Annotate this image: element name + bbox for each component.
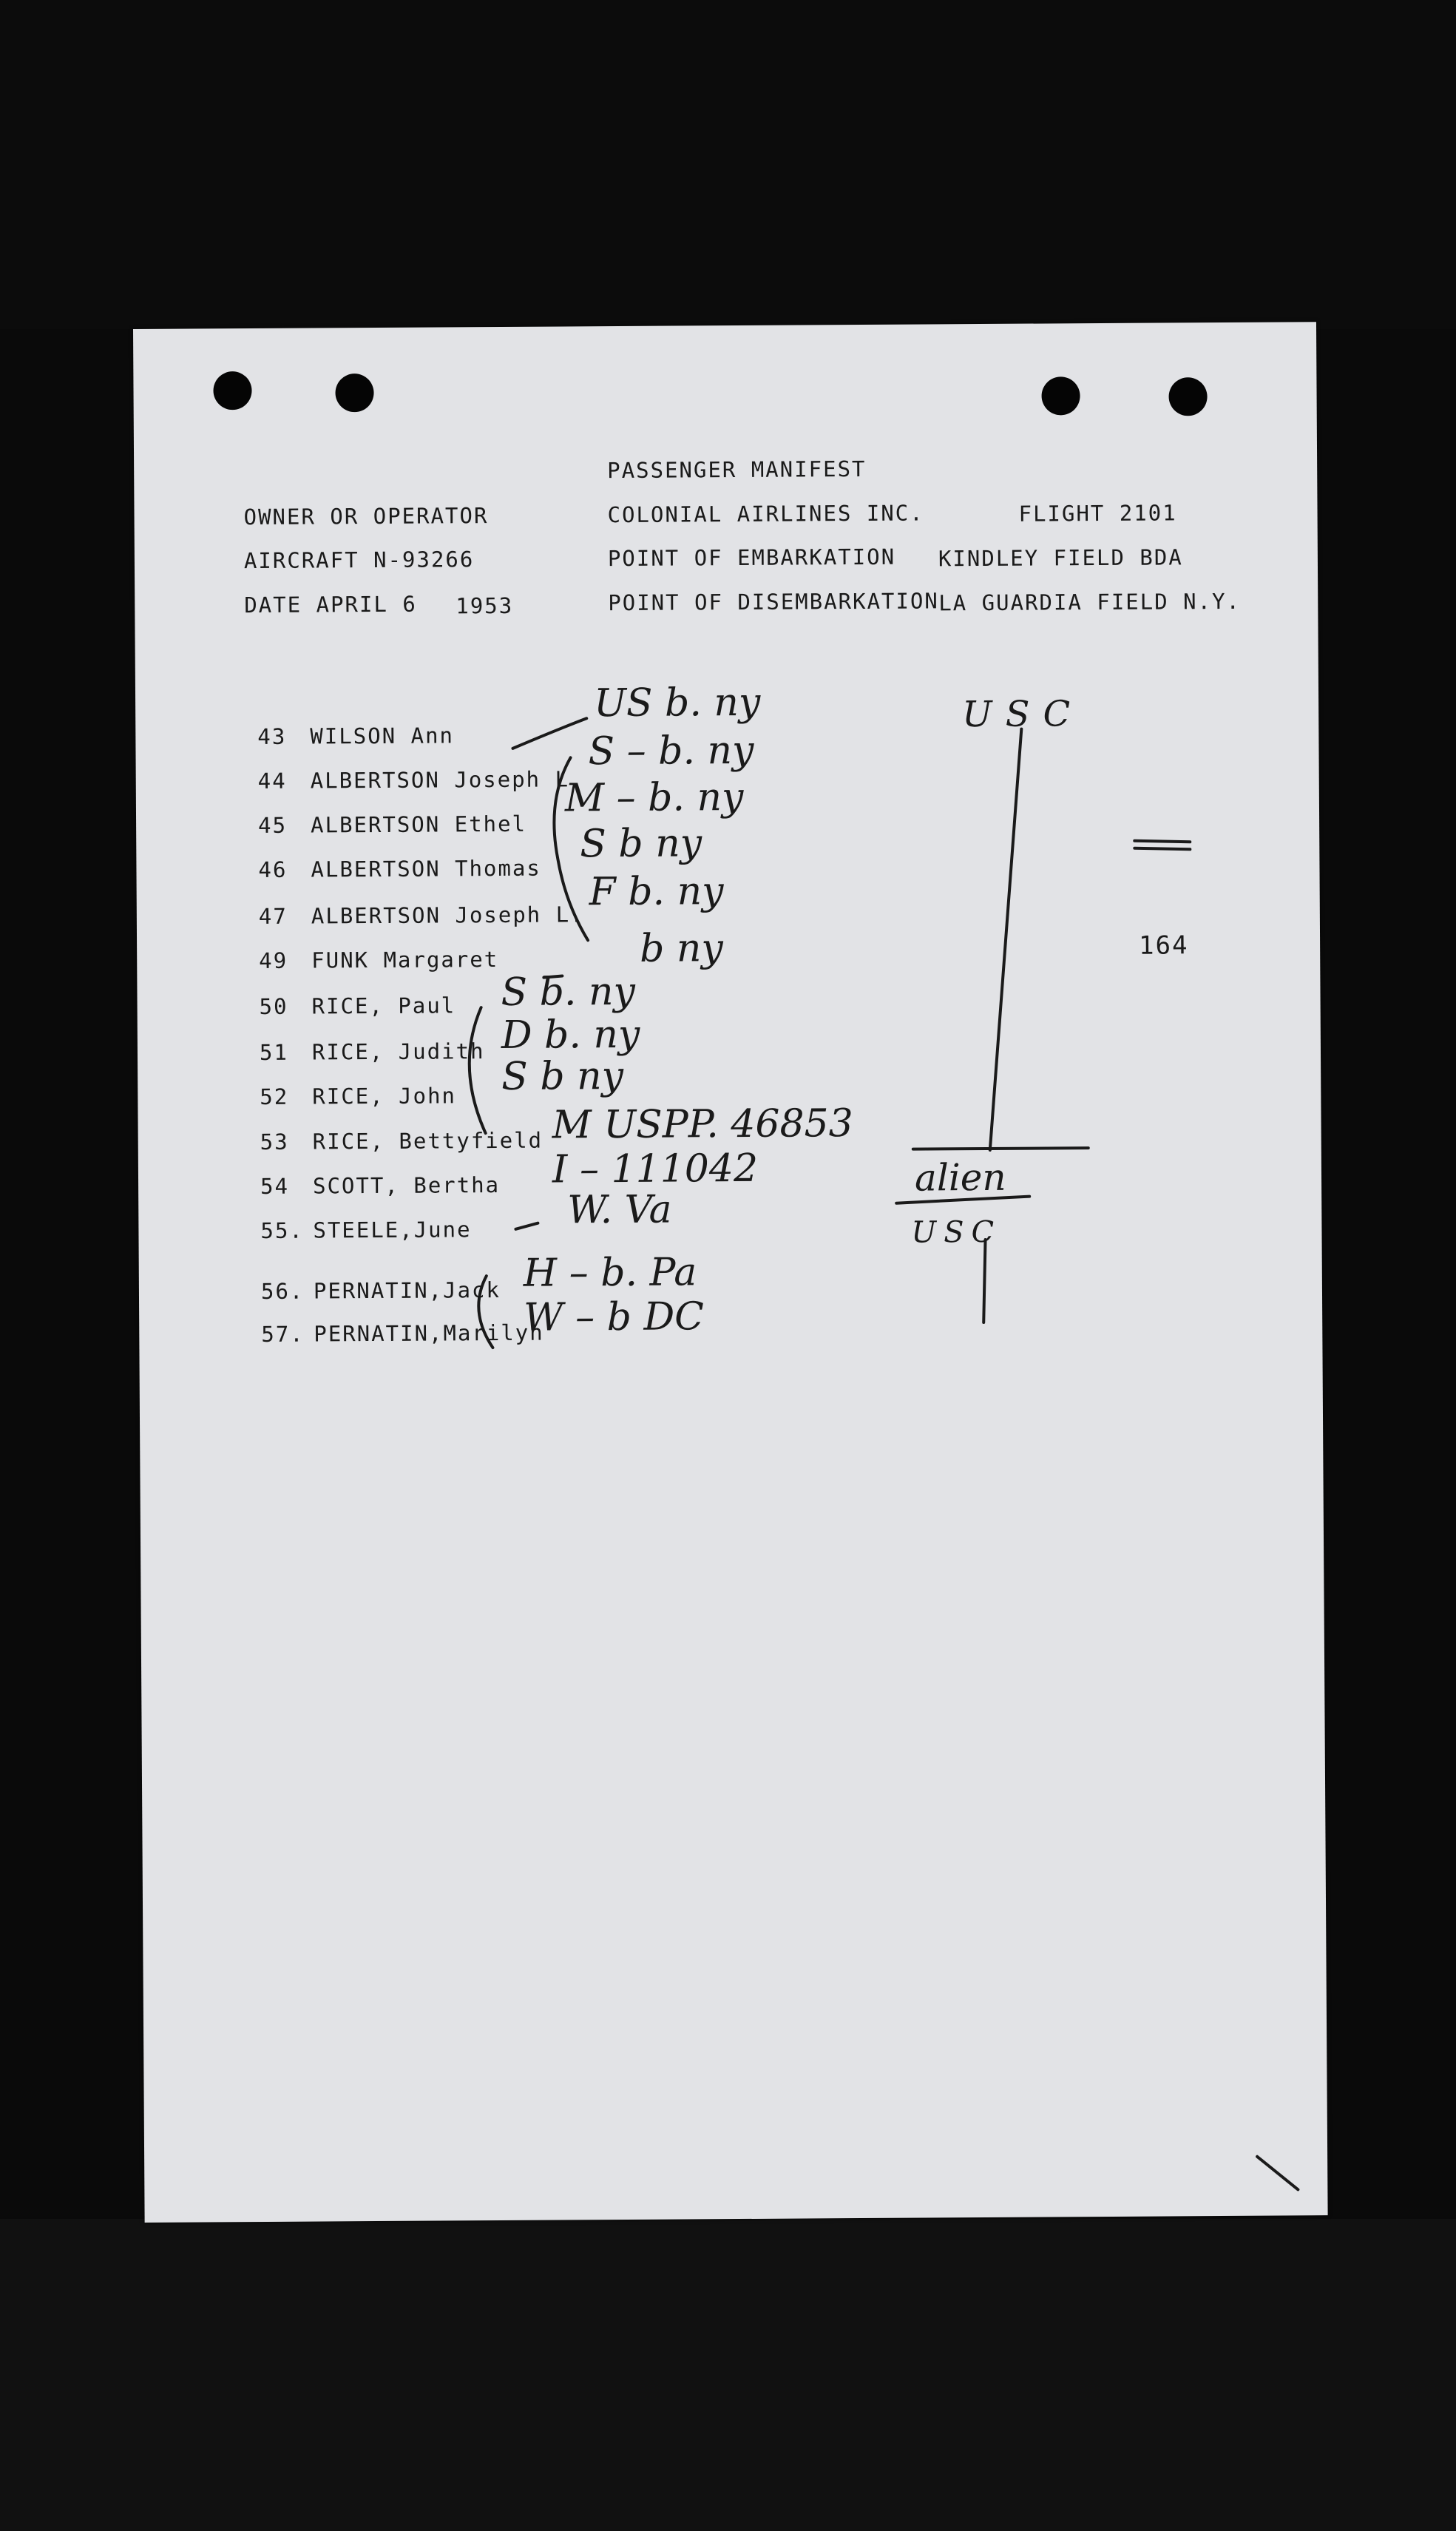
passenger-name: RICE, John [312,1083,457,1109]
handwritten-note: S – b. ny [588,728,754,774]
handwritten-note: F b. ny [589,869,724,915]
owner-value: COLONIAL AIRLINES INC. [607,500,924,528]
passenger-name: ALBERTSON Joseph L. [311,902,585,929]
horizontal-divider [913,1148,1088,1149]
handwritten-note: b ny [639,926,723,971]
passenger-number: 47 [258,903,288,929]
embark-value: KINDLEY FIELD BDA [938,544,1183,572]
embark-label: POINT OF EMBARKATION [607,544,896,572]
aircraft: AIRCRAFT N-93266 [243,547,475,574]
handwritten-note: H – b. Pa [523,1250,697,1296]
handwritten-note: US b. ny [593,680,761,726]
passenger-number: 45 [257,812,288,838]
passenger-number: 43 [257,723,287,749]
passenger-name: PERNATIN,Jack [313,1277,501,1304]
handwritten-note: I – 111042 [552,1146,759,1192]
passenger-number: 52 [260,1084,289,1109]
manifest-page [133,322,1328,2223]
dash-steele [515,1223,538,1229]
handwritten-usc-top: USC [962,693,1084,736]
passenger-name: FUNK Margaret [311,946,499,973]
passenger-name: RICE, Bettyfield [312,1127,544,1155]
date-label: DATE APRIL 6 [244,591,417,618]
bracket-pernatin [478,1276,492,1348]
handwritten-note: S b. ny [501,969,636,1015]
manifest-title: PASSENGER MANIFEST [607,456,867,484]
passenger-name: SCOTT, Bertha [312,1172,501,1199]
passenger-name: RICE, Paul [311,993,456,1019]
handwritten-strokes [133,322,1328,2223]
passenger-name: ALBERTSON Joseph L. [310,766,584,794]
handwritten-note: M – b. ny [564,774,744,821]
corner-mark [1257,2156,1298,2189]
passenger-number: 51 [259,1039,289,1065]
passenger-number: 54 [260,1173,290,1199]
passenger-name: WILSON Ann [310,723,455,749]
background-top [0,0,1456,329]
page-number: 164 [1138,930,1189,961]
passenger-name: PERNATIN,Marilyn [314,1319,544,1347]
passenger-number: 55. [260,1217,304,1243]
disembark-label: POINT OF DISEMBARKATION [608,588,939,616]
flight-number: FLIGHT 2101 [1018,500,1177,527]
handwritten-note: S b ny [501,1053,624,1099]
handwritten-note: S b ny [580,821,702,867]
handwritten-usc-bottom: USC [911,1214,1002,1250]
passenger-number: 53 [260,1129,289,1155]
background-bottom [0,2219,1456,2531]
disembark-value: LA GUARDIA FIELD N.Y. [938,588,1242,616]
passenger-name: ALBERTSON Thomas [311,855,541,882]
handwritten-note: M USPP. 46853 [552,1101,853,1148]
passenger-name: ALBERTSON Ethel [310,811,527,838]
passenger-number: 44 [257,768,287,794]
date-year: 1953 [456,592,514,619]
handwritten-alien: alien [914,1155,1006,1200]
passenger-number: 57. [261,1321,305,1347]
handwritten-note: W – b DC [523,1294,705,1340]
bracket-albertson [554,757,588,940]
underline-alien [896,1197,1029,1203]
passenger-number: 50 [259,993,288,1019]
dash-funk [544,976,562,977]
vertical-line-bottom [983,1240,986,1322]
passenger-number: 46 [258,856,288,882]
passenger-name: RICE, Judith [311,1038,485,1065]
passenger-name: STEELE,June [313,1217,472,1243]
passenger-number: 49 [259,947,288,973]
scribble-strikeout [1134,840,1190,849]
bracket-rice [469,1007,485,1133]
handwritten-note: D b. ny [501,1012,640,1058]
vertical-line-usc [987,729,1023,1150]
handwritten-note: W. Va [567,1187,672,1233]
passenger-number: 56. [260,1278,305,1304]
owner-label: OWNER OR OPERATOR [243,503,489,530]
dash-wilson [512,718,586,749]
